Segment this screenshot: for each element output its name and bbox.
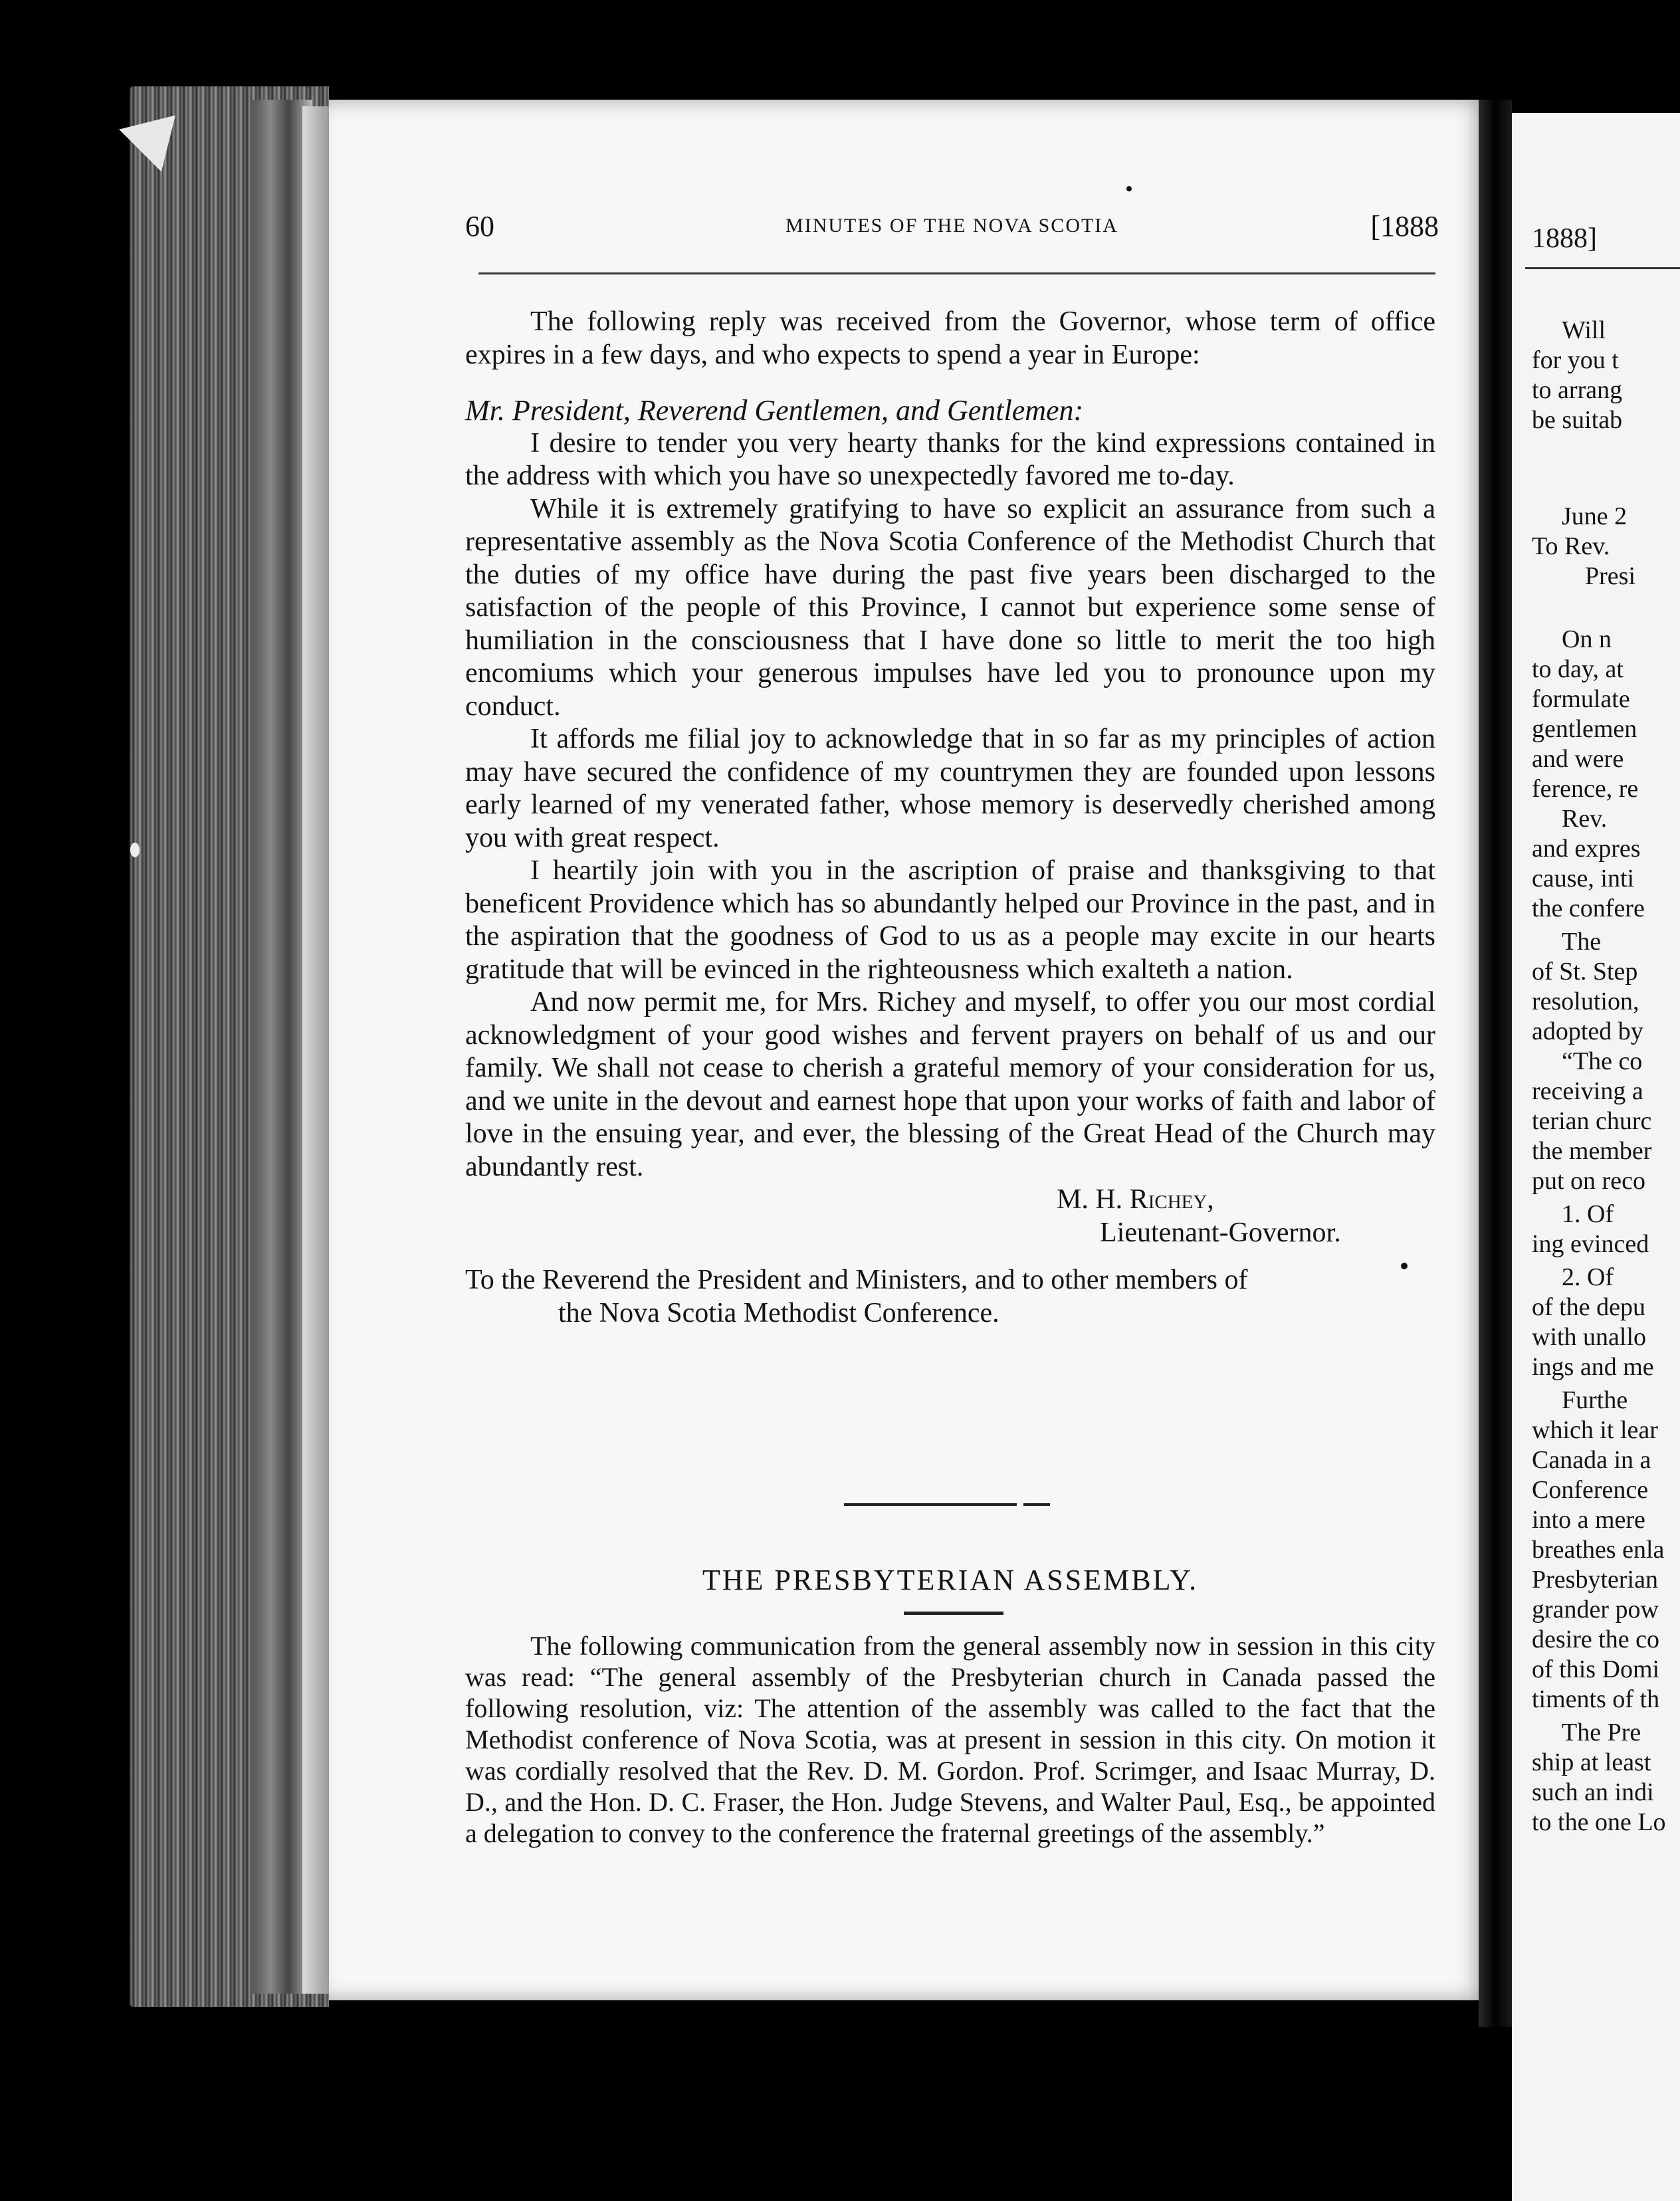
page-header [465, 209, 1439, 249]
section-divider [844, 1503, 1017, 1506]
right-page-line: ference, re [1532, 775, 1639, 803]
right-page-line: June 2 [1562, 502, 1628, 530]
right-page-line: put on reco [1532, 1167, 1645, 1195]
right-page-line: with unallo [1532, 1323, 1647, 1351]
right-page-line: to arrang [1532, 376, 1623, 404]
right-page-line: ship at least [1532, 1748, 1651, 1776]
section-title-rule [904, 1612, 1003, 1615]
right-page-header-rule [1525, 267, 1680, 269]
section-body [465, 1630, 1435, 1849]
right-page [1512, 113, 1680, 2201]
salutation: Mr. President, Reverend Gentlemen, and Gentlemen: [465, 394, 1084, 427]
right-page-line: To Rev. [1532, 532, 1610, 560]
right-page-line: receiving a [1532, 1077, 1643, 1105]
right-page-line: Canada in a [1532, 1446, 1651, 1474]
right-page-line: The [1562, 928, 1602, 956]
right-page-line: timents of th [1532, 1685, 1660, 1713]
right-page-line: On n [1562, 625, 1612, 653]
letter-paragraph: It affords me filial joy to acknowledge that in so far as my principles of action may have secured the confidence of my countrymen they are founded upon lessons early learned of my venerated father, whose memory is deservedly cherished among you with great respect. [465, 724, 1435, 853]
right-page-line: Conference [1532, 1476, 1649, 1504]
right-page-line: formulate [1532, 685, 1630, 713]
governor-reply [465, 306, 1435, 1330]
signature-title: Lieutenant-Governor. [1100, 1217, 1341, 1248]
right-page-line: adopted by [1532, 1017, 1643, 1045]
addressee-line: the Nova Scotia Methodist Conference. [558, 1297, 999, 1328]
reply-intro: The following reply was received from the Governor, whose term of office expires in a few days, and who expects to spend a year in Europe: [465, 306, 1435, 370]
paper-speck [130, 843, 140, 857]
letter-paragraph: I heartily join with you in the ascription of praise and thanksgiving to that beneficent Providence which has so abundantly helped our Province in the past, and in the aspiration that the goodness of God to us as a people may excite in our hearts gratitude that will be evinced in the righteousness which exalteth a nation. [465, 855, 1435, 985]
right-page-line: cause, inti [1532, 865, 1635, 892]
right-page-line: to day, at [1532, 655, 1624, 683]
right-page-line: The Pre [1562, 1719, 1641, 1746]
right-page-line: breathes enla [1532, 1536, 1665, 1564]
ink-speck [1126, 186, 1132, 191]
right-page-line: for you t [1532, 346, 1619, 374]
addressee [465, 1264, 1435, 1330]
letter-paragraph: And now permit me, for Mrs. Richey and myself, to offer you our most cordial acknowledgment of your good wishes and fervent prayers on behalf of us and our family. We shall not cease to cherish a grateful memory of your consideration for us, and we unite in the devout and earnest hope that upon your works of faith and labor of love in the ensuing year, and ever, the blessing of the Great Head of the Church may abundantly rest. [465, 987, 1435, 1182]
page-number: 60 [465, 210, 494, 243]
page-bevel [302, 106, 329, 1994]
right-page-line: Presbyterian [1532, 1566, 1658, 1594]
right-page-line: desire the co [1532, 1625, 1660, 1653]
right-page-year: 1888] [1532, 223, 1597, 254]
right-page-line: be suitab [1532, 406, 1623, 434]
right-page-line: resolution, [1532, 988, 1639, 1015]
addressee-line: To the Reverend the President and Ministers, and to other members of [465, 1265, 1248, 1295]
right-page-line: terian churc [1532, 1107, 1652, 1135]
right-page-line: which it lear [1532, 1416, 1658, 1444]
book-gutter [1479, 100, 1512, 2027]
section-title: THE PRESBYTERIAN ASSEMBLY. [702, 1564, 1199, 1596]
right-page-line: of the depu [1532, 1293, 1645, 1321]
running-head: MINUTES OF THE NOVA SCOTIA [786, 215, 1118, 237]
right-page-line: into a mere [1532, 1506, 1645, 1534]
right-page-line: “The co [1562, 1047, 1643, 1075]
right-page-line: ings and me [1532, 1353, 1654, 1381]
right-page-line: such an indi [1532, 1778, 1654, 1806]
header-rule [478, 272, 1435, 274]
right-page-line: gentlemen [1532, 715, 1637, 743]
right-page-line: Presi [1585, 562, 1635, 590]
right-page-line: ing evinced [1532, 1230, 1649, 1258]
header-year: [1888 [1370, 210, 1439, 243]
letter-paragraph: I desire to tender you very hearty thanks for the kind expressions contained in the address with which you have so unexpectedly favored me to-day. [465, 427, 1435, 491]
section-paragraph: The following communication from the general assembly now in session in this city was read: “The general assembly of the Presbyterian church in Canada passed the following resolution, viz: The attention of the assembly was called to the fact that the Methodist conference of Nova Scotia, was at present in session in this city. On motion it was cordially resolved that the Rev. D. M. Gordon. Prof. Scrimger, and Isaac Murray, D. D., and the Hon. D. C. Fraser, the Hon. Judge Stevens, and Walter Paul, Esq., be appointed a delegation to convey to the conference the fraternal greetings of the assembly.” [465, 1631, 1435, 1848]
right-page-line: of St. Step [1532, 958, 1638, 986]
right-page-line: the confere [1532, 894, 1645, 922]
right-page-line: and expres [1532, 835, 1641, 863]
right-page-line: and were [1532, 745, 1624, 773]
ink-speck [1401, 1263, 1408, 1269]
letter-paragraph: While it is extremely gratifying to have so explicit an assurance from such a representative assembly as the Nova Scotia Conference of the Methodist Church that the duties of my office have during the past five years been discharged to the satisfaction of the people of this Province, I cannot but experience some sense of humiliation in the consciousness that I have done so little to merit the too high encomiums which your generous impulses have led you to pronounce upon my conduct. [465, 493, 1435, 722]
section-divider-dash [1023, 1503, 1050, 1506]
right-page-line: to the one Lo [1532, 1808, 1666, 1836]
right-page-line: Rev. [1562, 805, 1608, 833]
right-page-line: grander pow [1532, 1596, 1659, 1624]
signature-name: M. H. Richey, [1057, 1184, 1214, 1215]
right-page-line: the member [1532, 1137, 1652, 1165]
right-page-line: Furthe [1562, 1386, 1628, 1414]
right-page-line: of this Domi [1532, 1655, 1660, 1683]
right-page-line: 1. Of [1562, 1200, 1614, 1228]
right-page-line: Will [1562, 316, 1606, 344]
right-page-line: 2. Of [1562, 1263, 1614, 1291]
